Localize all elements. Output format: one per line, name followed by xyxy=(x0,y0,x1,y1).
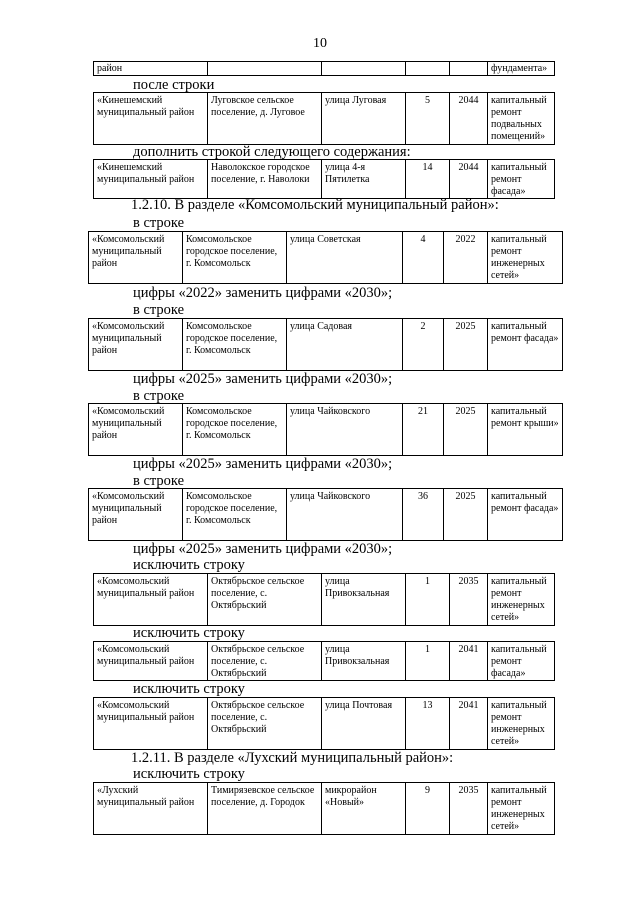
cell-street: улица Чайковского xyxy=(287,489,403,541)
cell-house: 4 xyxy=(403,232,444,284)
cell-house: 21 xyxy=(403,404,444,456)
instruction: в строке xyxy=(133,388,185,404)
table-row xyxy=(94,698,555,750)
cell-house: 1 xyxy=(406,642,450,681)
cell-district: «Кинешемский муниципальный район xyxy=(94,160,208,199)
table-row xyxy=(94,574,555,626)
top-table xyxy=(93,61,555,76)
cell-street: улица Советская xyxy=(287,232,403,284)
table-row xyxy=(94,160,555,199)
cell-year: 2044 xyxy=(450,93,488,145)
cell-settlement xyxy=(208,62,322,76)
table xyxy=(88,488,563,541)
cell-street: микрорайон «Новый» xyxy=(322,783,406,835)
cell-work: капитальный ремонт подвальных помещений» xyxy=(488,93,555,145)
cell-work: капитальный ремонт инженерных сетей» xyxy=(488,574,555,626)
cell-work: фундамента» xyxy=(488,62,555,76)
cell-district: «Комсомольский муниципальный район xyxy=(94,698,208,750)
cell-year: 2025 xyxy=(444,319,488,371)
cell-year: 2025 xyxy=(444,489,488,541)
cell-work: капитальный ремонт крыши» xyxy=(488,404,563,456)
cell-district: «Комсомольский муниципальный район xyxy=(89,232,183,284)
table-row xyxy=(94,783,555,835)
cell-work: капитальный ремонт фасада» xyxy=(488,642,555,681)
cell-street: улица Привокзальная xyxy=(322,642,406,681)
table xyxy=(93,697,555,750)
cell-year: 2041 xyxy=(450,642,488,681)
cell-year: 2025 xyxy=(444,404,488,456)
cell-settlement: Луговское сельское поселение, д. Луговое xyxy=(208,93,322,145)
table xyxy=(93,641,555,681)
cell-settlement: Октябрьское сельское поселение, с. Октябрьский xyxy=(208,642,322,681)
cell-district: «Комсомольский муниципальный район xyxy=(89,319,183,371)
cell-district: «Кинешемский муниципальный район xyxy=(94,93,208,145)
cell-house: 36 xyxy=(403,489,444,541)
instruction: в строке xyxy=(133,473,185,489)
cell-work: капитальный ремонт инженерных сетей» xyxy=(488,698,555,750)
instruction: дополнить строкой следующего содержания: xyxy=(133,144,411,160)
cell-district: «Комсомольский муниципальный район xyxy=(89,404,183,456)
section-heading: 1.2.11. В разделе «Лухский муниципальный район»: xyxy=(131,750,454,766)
cell-street: улица Луговая xyxy=(322,93,406,145)
cell-house: 5 xyxy=(406,93,450,145)
cell-house: 13 xyxy=(406,698,450,750)
table-row xyxy=(89,319,563,371)
cell-year: 2022 xyxy=(444,232,488,284)
cell-work: капитальный ремонт фасада» xyxy=(488,160,555,199)
instruction: исключить строку xyxy=(133,557,245,573)
table xyxy=(93,573,555,626)
table xyxy=(88,318,563,371)
cell-settlement: Октябрьское сельское поселение, с. Октябрьский xyxy=(208,698,322,750)
table xyxy=(88,231,563,284)
cell-year: 2041 xyxy=(450,698,488,750)
cell-street: улица Садовая xyxy=(287,319,403,371)
cell-street xyxy=(322,62,406,76)
cell-street: улица 4-я Пятилетка xyxy=(322,160,406,199)
cell-settlement: Комсомольское городское поселение, г. Комсомольск xyxy=(183,232,287,284)
table-row xyxy=(89,404,563,456)
cell-settlement: Комсомольское городское поселение, г. Комсомольск xyxy=(183,404,287,456)
table-row xyxy=(89,232,563,284)
instruction: цифры «2025» заменить цифрами «2030»; xyxy=(133,541,393,557)
cell-house xyxy=(406,62,450,76)
cell-year: 2044 xyxy=(450,160,488,199)
cell-district: район xyxy=(94,62,208,76)
cell-year xyxy=(450,62,488,76)
cell-district: «Комсомольский муниципальный район xyxy=(94,642,208,681)
instruction: в строке xyxy=(133,215,185,231)
instruction: после строки xyxy=(133,77,215,93)
cell-work: капитальный ремонт инженерных сетей» xyxy=(488,232,563,284)
table xyxy=(93,159,555,199)
cell-settlement: Наволокское городское поселение, г. Наволоки xyxy=(208,160,322,199)
table-row xyxy=(94,93,555,145)
page-number: 10 xyxy=(313,36,327,51)
cell-street: улица Чайковского xyxy=(287,404,403,456)
cell-settlement: Комсомольское городское поселение, г. Комсомольск xyxy=(183,319,287,371)
table-row xyxy=(89,489,563,541)
cell-street: улица Привокзальная xyxy=(322,574,406,626)
cell-year: 2035 xyxy=(450,783,488,835)
table xyxy=(88,403,563,456)
cell-district: «Комсомольский муниципальный район xyxy=(94,574,208,626)
cell-year: 2035 xyxy=(450,574,488,626)
cell-street: улица Почтовая xyxy=(322,698,406,750)
instruction: в строке xyxy=(133,302,185,318)
instruction: исключить строку xyxy=(133,625,245,641)
cell-district: «Лухский муниципальный район xyxy=(94,783,208,835)
section-heading: 1.2.10. В разделе «Комсомольский муниципальный район»: xyxy=(131,197,499,213)
instruction: цифры «2022» заменить цифрами «2030»; xyxy=(133,285,393,301)
table-row xyxy=(94,642,555,681)
cell-work: капитальный ремонт фасада» xyxy=(488,319,563,371)
table-row xyxy=(94,62,555,76)
cell-work: капитальный ремонт инженерных сетей» xyxy=(488,783,555,835)
cell-house: 1 xyxy=(406,574,450,626)
table xyxy=(93,92,555,145)
cell-house: 2 xyxy=(403,319,444,371)
cell-settlement: Октябрьское сельское поселение, с. Октябрьский xyxy=(208,574,322,626)
cell-settlement: Тимирязевское сельское поселение, д. Городок xyxy=(208,783,322,835)
instruction: исключить строку xyxy=(133,766,245,782)
cell-district: «Комсомольский муниципальный район xyxy=(89,489,183,541)
instruction: исключить строку xyxy=(133,681,245,697)
instruction: цифры «2025» заменить цифрами «2030»; xyxy=(133,456,393,472)
cell-work: капитальный ремонт фасада» xyxy=(488,489,563,541)
cell-house: 14 xyxy=(406,160,450,199)
instruction: цифры «2025» заменить цифрами «2030»; xyxy=(133,371,393,387)
cell-house: 9 xyxy=(406,783,450,835)
table xyxy=(93,782,555,835)
cell-settlement: Комсомольское городское поселение, г. Комсомольск xyxy=(183,489,287,541)
